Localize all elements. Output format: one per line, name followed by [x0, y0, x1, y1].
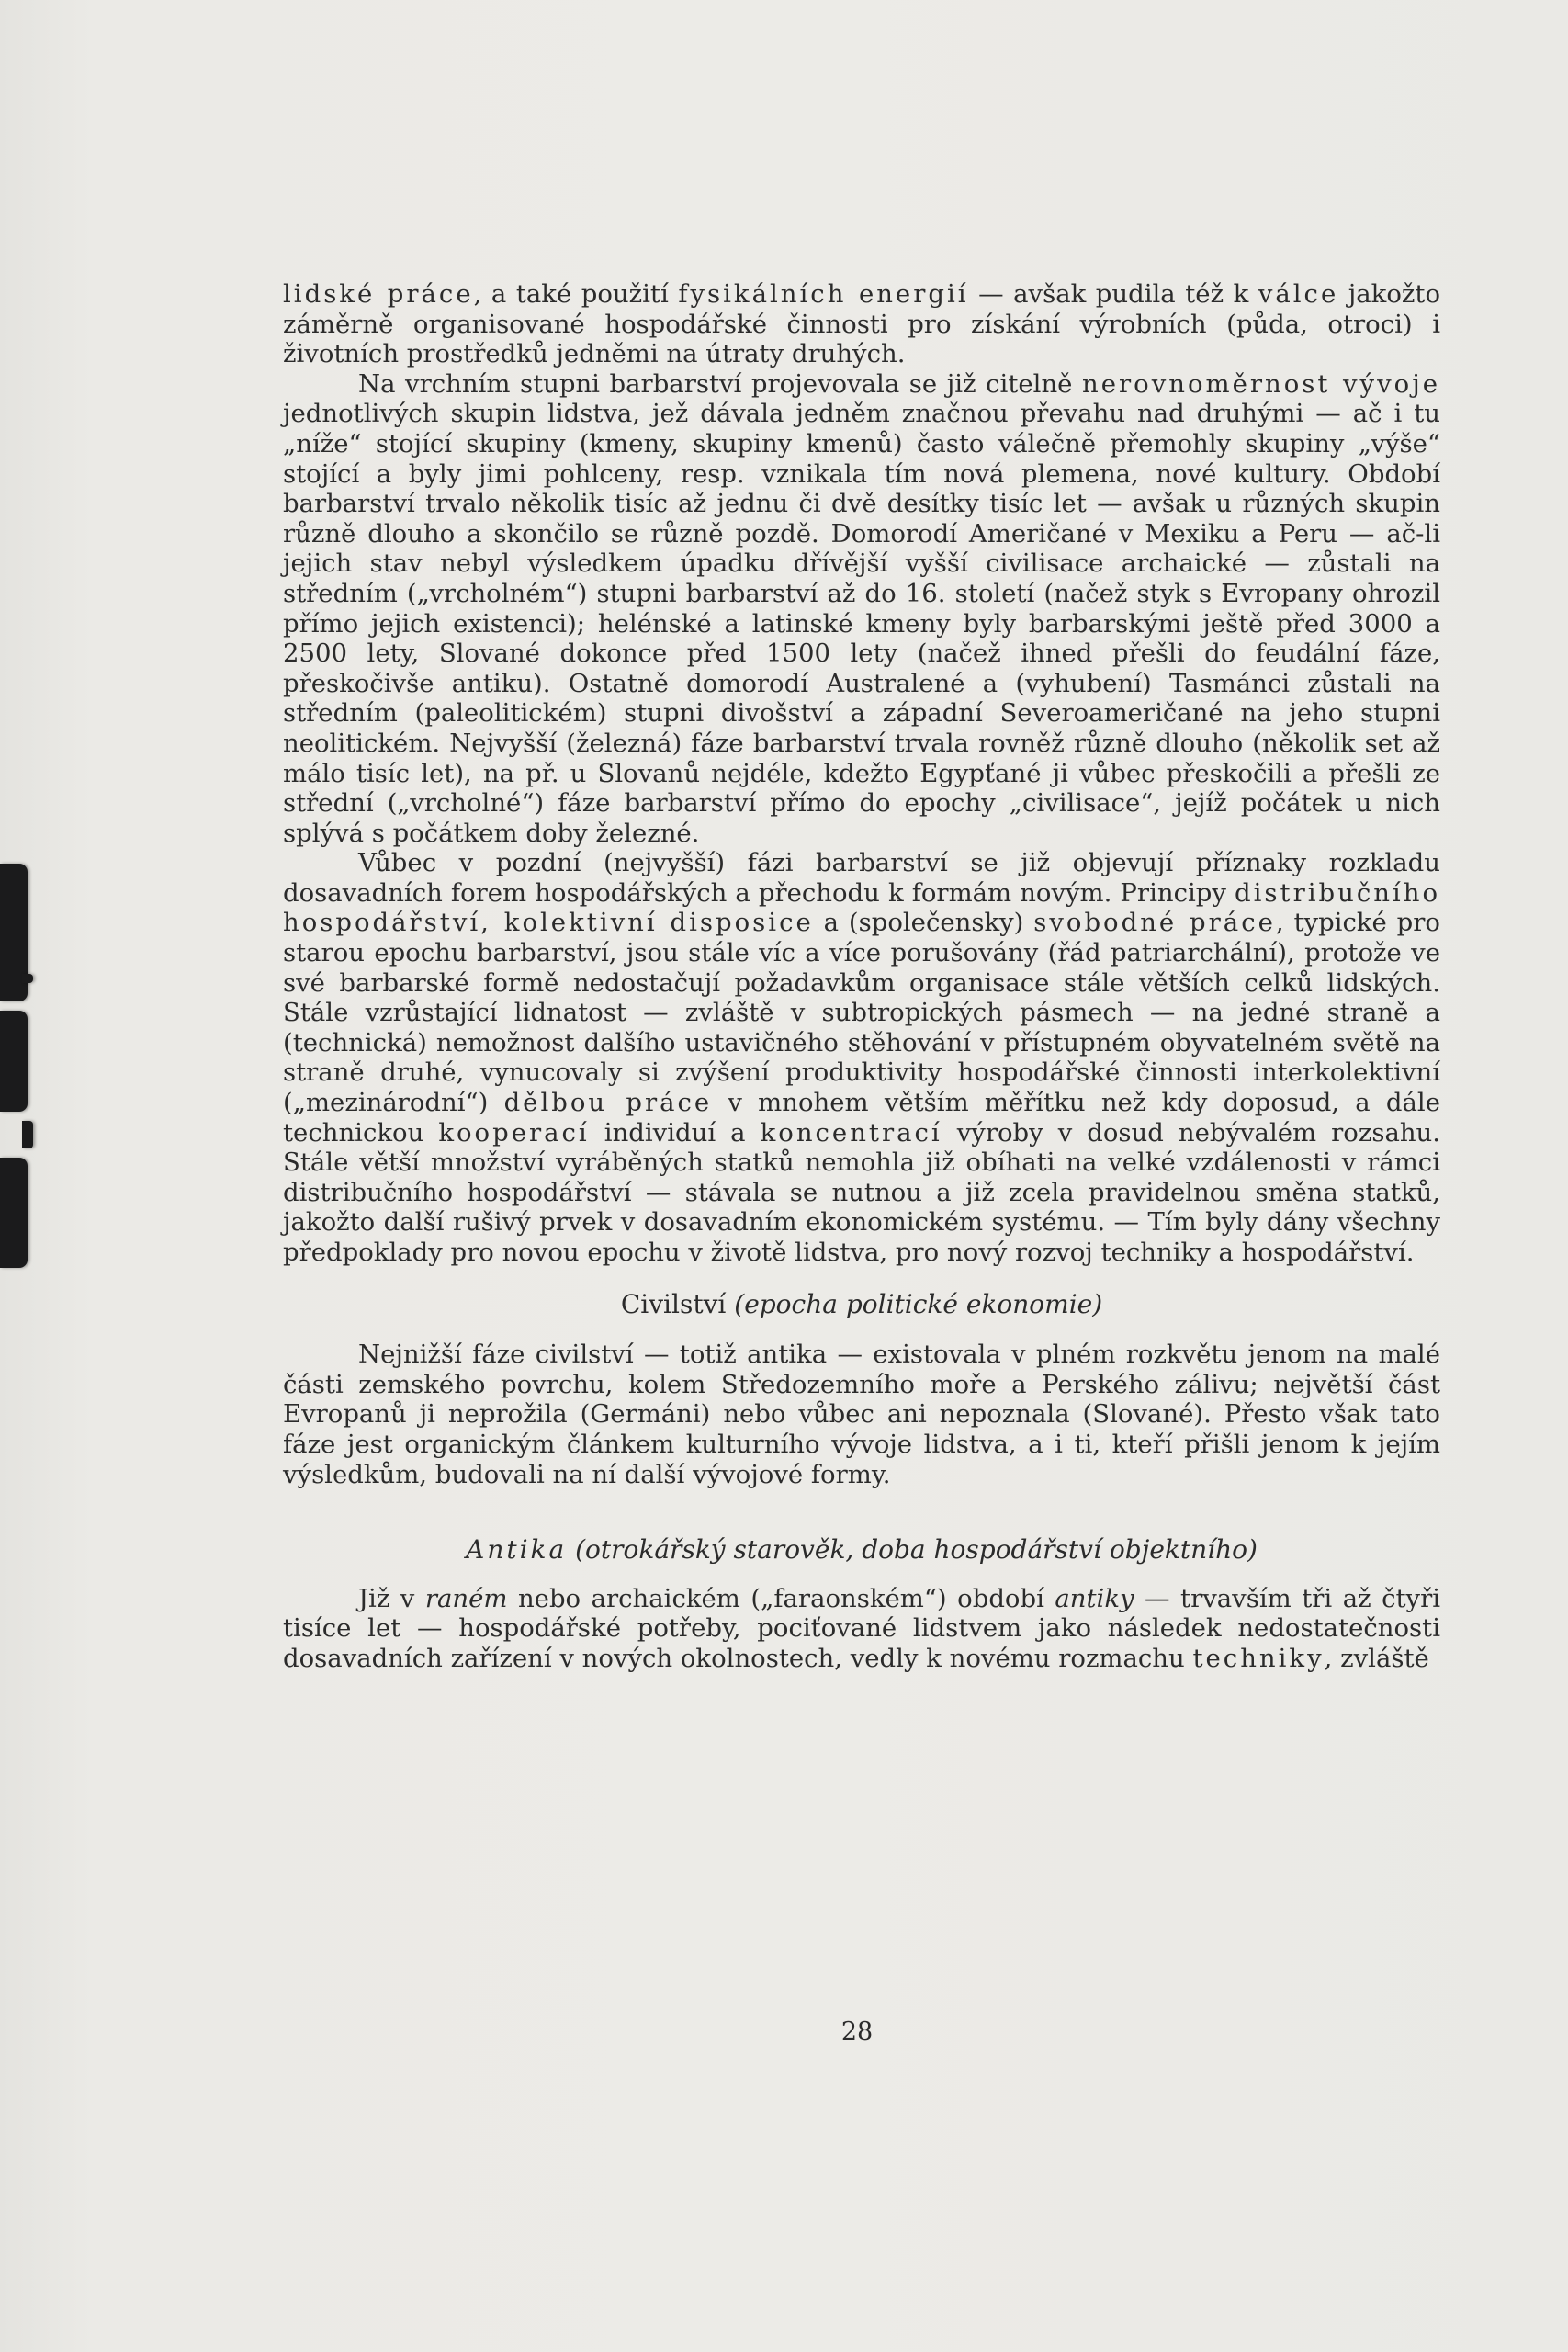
italic-text: raném	[424, 1583, 508, 1613]
emphasized-text: kooperací	[438, 1117, 590, 1148]
section-heading-sub: (epocha politické ekonomie)	[734, 1288, 1103, 1319]
text-run: , a také použití	[473, 279, 679, 309]
text-run: , zvláště	[1324, 1643, 1429, 1673]
text-run: individuí a	[589, 1117, 761, 1148]
paragraph	[283, 848, 1440, 1267]
emphasized-text: distribučního hospodářství, kolektivní disposice	[283, 877, 1440, 938]
text-run: Již v	[358, 1583, 425, 1613]
section-heading-antika	[283, 1535, 1440, 1566]
section-heading-main: Antika	[466, 1534, 568, 1566]
emphasized-text: lidské práce	[283, 279, 474, 309]
section-heading-sub: (otrokářský starověk, doba hospodářství objektního)	[575, 1534, 1258, 1566]
text-run: jakožto záměrně organisované hospodářské činnosti pro získání výrobních (půda, otroci) i životních prostředků jedněmi na útraty druhých.	[283, 279, 1440, 369]
text-run: a (společensky)	[813, 908, 1034, 938]
emphasized-text: svobodné práce	[1033, 908, 1276, 938]
text-run: — trvavším tři až čtyři tisíce let — hospodářské potřeby, pociťované lidstvem jako následek nedostatečnosti dosavadních zařízení v nových okolnostech, vedly k novému rozmachu	[283, 1583, 1441, 1673]
text-run: — avšak pudila též k	[968, 279, 1258, 309]
text-run: Na vrchním stupni barbarství projevovala se již citelně	[358, 368, 1083, 399]
text-run: v mnohem větším měřítku než kdy doposud, a dále technickou	[283, 1088, 1441, 1148]
emphasized-text: dělbou práce	[503, 1088, 713, 1118]
paragraph-antika	[283, 1584, 1440, 1674]
text-run: výroby v dosud nebývalém rozsahu. Stále větší množství vyráběných statků nemohla již obíhati na velké vzdálenosti v rámci distribučního hospodářství — stávala se nutnou a již zcela pravidelnou směna statků, jakožto další rušivý prvek v dosavadním ekonomickém systému. — Tím byly dány všechny předpoklady pro novou epochu v životě lidstva, pro nový rozvoj techniky a hospodářství.	[283, 1117, 1440, 1267]
section-heading-civilstvi	[283, 1290, 1440, 1320]
binding-clip	[0, 864, 31, 1277]
body-text	[283, 279, 1440, 1674]
emphasized-text: nerovnoměrnost vývoje	[1082, 368, 1440, 399]
binding-clip-tooth	[22, 1121, 33, 1148]
binding-clip-segment	[0, 1158, 28, 1268]
emphasized-text: techniky	[1192, 1643, 1325, 1673]
paragraph	[283, 369, 1440, 849]
italic-text: antiky	[1055, 1583, 1134, 1613]
emphasized-text: fysikálních energií	[678, 279, 969, 309]
text-run: nebo archaickém („faraonském“) období	[507, 1583, 1055, 1613]
binding-clip-segment	[0, 1011, 28, 1112]
text-run: , typické pro starou epochu barbarství, jsou stále víc a více porušovány (řád patriarchální), protože ve své barbarské formě nedostačují požadavkům organisace stále větších celků lidských. Stále vzrůstající lidnatost — zvláště v subtropických pásmech — na jedné straně a (technická) nemožnost dalšího ustavičného stěhování v přístupném obyvatelném světě na straně druhé, vynucovaly si zvýšení produktivity hospodářské činnosti interkolektivní („mezinárodní“)	[283, 908, 1440, 1118]
binding-clip-tooth	[22, 974, 33, 983]
emphasized-text: koncentrací	[760, 1117, 942, 1148]
page-number: 28	[840, 2018, 874, 2046]
text-run: jednotlivých skupin lidstva, jež dávala jedněm značnou převahu nad druhými — ač i tu „níže“ stojící skupiny (kmeny, skupiny kmenů) často válečně přemohly skupiny „výše“ stojící a byly jimi pohlceny, resp. vznikala tím nová plemena, nové kultury. Období barbarství trvalo několik tisíc až jednu či dvě desítky tisíc let — avšak u různých skupin různě dlouho a skončilo se různě pozdě. Domorodí Američané v Mexiku a Peru — ač-li jejich stav nebyl výsledkem úpadku dřívější vyšší civilisace archaické — zůstali na středním („vrcholném“) stupni barbarství až do 16. století (načež styk s Evropany ohrozil přímo jejich existenci); helénské a latinské kmeny byly barbarskými ještě před 3000 a 2500 lety, Slované dokonce před 1500 lety (načež ihned přešli do feudální fáze, přeskočivše antiku). Ostatně domorodí Australené a (vyhubení) Tasmánci zůstali na středním (paleolitickém) stupni divošství a západní Severoameričané na jeho stupni neolitickém. Nejvyšší (železná) fáze barbarství trvala rovněž různě dlouho (několik set až málo tisíc let), na př. u Slovanů nejdéle, kdežto Egypťané ji vůbec přeskočili a přešli ze střední („vrcholné“) fáze barbarství přímo do epochy „civilisace“, jejíž počátek u nich splývá s počátkem doby železné.	[283, 399, 1440, 848]
paragraph	[283, 279, 1440, 369]
paragraph-civilstvi: Nejnižší fáze civilství — totiž antika — existovala v plném rozkvětu jenom na malé části zemského povrchu, kolem Středozemního moře a Perského zálivu; největší část Evropanů ji neprožila (Germáni) nebo vůbec ani nepoznala (Slované). Přesto však tato fáze jest organickým článkem kulturního vývoje lidstva, a i ti, kteří přišli jenom k jejím výsledkům, budovali na ní další vývojové formy.	[283, 1340, 1440, 1489]
text-run: Vůbec v pozdní (nejvyšší) fázi barbarství se již objevují příznaky rozkladu dosavadních forem hospodářských a přechodu k formám novým. Principy	[283, 848, 1440, 908]
section-heading-main: Civilství	[620, 1288, 727, 1319]
emphasized-text: válce	[1258, 279, 1339, 309]
